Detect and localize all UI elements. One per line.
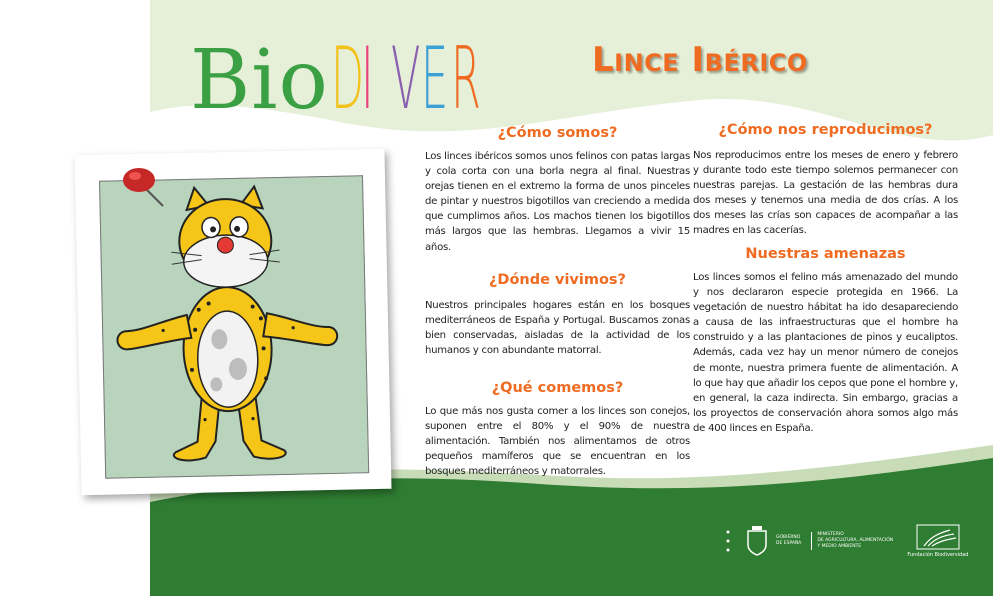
section-como-nos-reproducimos [693,122,958,239]
gobierno-line: GOBIERNO [776,535,801,540]
section-text: Nos reproducimos entre los meses de enero y febrero y durante todo este tiempo solemos permanecer con nuestras parejas. La gestación de las hembras dura dos meses y tenemos una media de dos crías. A los dos meses las crías son capaces de acompañar a las madres en las cacerías. [693,150,958,237]
logo-letter: E [420,29,449,129]
logo-letter: V [390,29,421,129]
section-heading: ¿Qué comemos? [491,380,624,396]
logo-letter: D [330,29,364,129]
section-heading: ¿Dónde vivimos? [489,272,626,288]
ministerio-line: DE AGRICULTURA, ALIMENTACIÓN [817,538,894,543]
section-heading: ¿Cómo nos reproducimos? [718,122,933,138]
section-heading: ¿Cómo somos? [497,125,618,141]
section-text: Lo que más nos gusta comer a los linces son conejos, suponen entre el 80% y el 90% de nuestra alimentación. También nos alimentamos de otros pequeños mamíferos que se encuentran en los bosques mediterráneos y matorrales. [425,406,690,478]
section-donde-vivimos [425,272,690,358]
footer-logos [722,520,968,562]
section-que-comemos [425,380,690,479]
logo-bio-text: Bio [190,33,329,128]
biodiver-logo [190,12,481,129]
logo-letter: R [450,29,481,129]
ministerio-line: Y MEDIO AMBIENTE [817,544,862,549]
section-como-somos [425,125,690,255]
spain-coat-of-arms-icon [744,525,770,557]
eu-stars-icon [722,526,744,556]
grass-icon [916,524,960,550]
section-text: Nuestros principales hogares están en los bosques mediterráneos de España y Portugal. Buscamos zonas bien conservadas, aisladas de la actividad de los humanos y con abundante matorral. [425,300,690,357]
lynx-cartoon-icon [100,176,368,477]
ministerio-text [811,532,897,550]
fundacion-text: Fundación Biodiversidad [907,552,969,558]
fundacion-biodiversidad-logo [907,524,968,558]
page-title: Lince Ibérico [592,40,808,80]
lynx-illustration [99,175,369,478]
section-heading: Nuestras amenazas [745,246,906,262]
pushpin-icon [113,158,183,218]
section-text: Los linces ibéricos somos unos felinos con patas largas y cola corta con una borla negra al final. Nuestras orejas tienen en el extremo la forma de unos pinceles de pintar y nuestros bigotillos van creciendo a medida que cumplimos años. Los machos tienen los bigotillos más largos que las hembras. Llegamos a vivir 15 años. [425,151,690,253]
section-nuestras-amenazas [693,246,958,436]
logo-letter: I [360,29,374,129]
section-text: Los linces somos el felino más amenazado del mundo y nos declararon especie protegida en 1966. La vegetación de nuestro hábitat ha ido desapareciendo a causa de las infraestructuras que el hombre ha construido y a las plantaciones de pinos y eucaliptos. Además, cada vez hay un menor número de conejos de monte, nuestra primera fuente de alimentación. A lo que hay que añadir los cepos que pone el hombre y, en general, la caza indirecta. Sin embargo, gracias a los proyectos de conservación ahora somos algo más de 400 linces en España. [693,272,958,434]
gobierno-line: DE ESPAÑA [776,541,802,546]
logo-diver-text [330,29,481,129]
ministerio-line: MINISTERIO [817,532,844,537]
gobierno-de-espana [776,535,801,547]
